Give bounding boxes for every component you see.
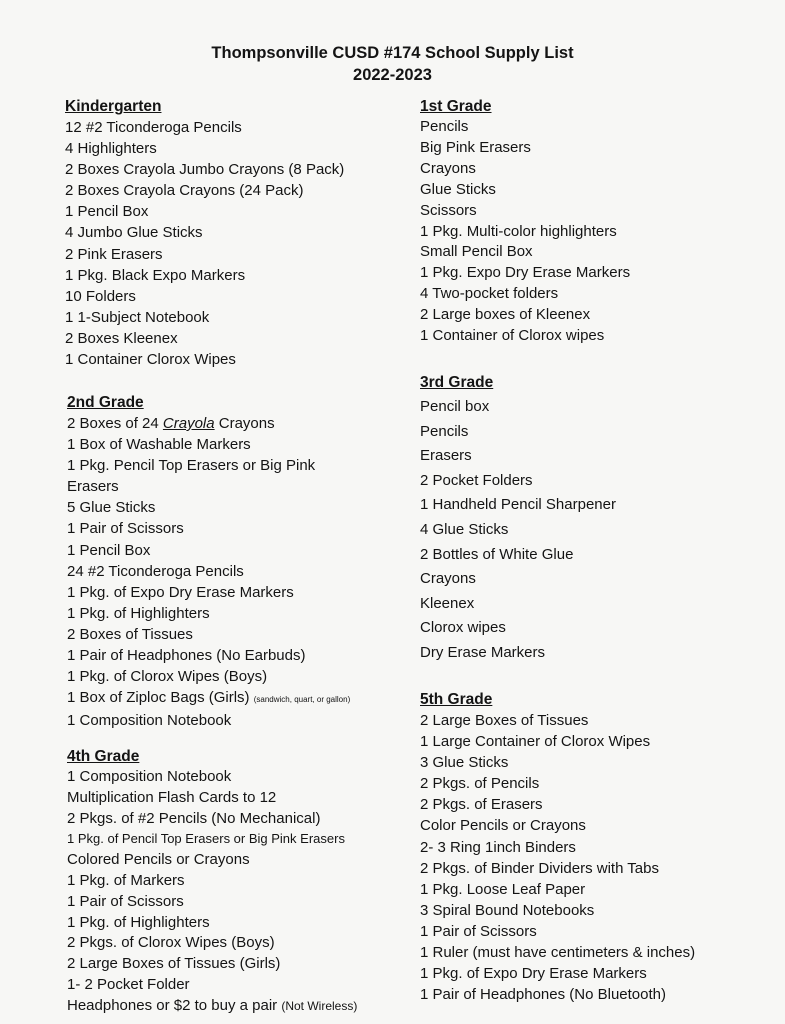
grade5-section (420, 689, 780, 1005)
grade4-list (67, 767, 427, 1017)
list-item: 1 Handheld Pencil Sharpener (420, 496, 616, 514)
list-item: Dry Erase Markers (420, 643, 546, 661)
list-item: 2- 3 Ring 1inch Binders (420, 838, 576, 856)
list-item: 1 Pkg. of Expo Dry Erase Markers (67, 583, 294, 601)
list-item: 1 Pair of Scissors (67, 520, 184, 538)
list-item: 1 Pkg. of Highlighters (67, 604, 210, 622)
school-year: 2022-2023 (353, 66, 432, 84)
list-item: 2 Bottles of White Glue (420, 545, 574, 563)
list-item: 1 Pkg. of Highlighters (67, 913, 210, 931)
grade2-section (67, 392, 427, 731)
crayola-brand-text: Crayola (162, 415, 215, 432)
list-item: 10 Folders (65, 287, 136, 305)
ziploc-size-note: (sandwich, quart, or gallon) (253, 695, 351, 705)
list-item: Erasers (420, 447, 472, 465)
list-item: Colored Pencils or Crayons (67, 851, 250, 869)
grade1-section (420, 96, 780, 347)
list-item: 2 Large Boxes of Tissues (420, 712, 589, 729)
list-item: 2 Pkgs. of Erasers (420, 796, 543, 814)
list-item: 3 Spiral Bound Notebooks (420, 901, 595, 919)
list-item: 5 Glue Sticks (67, 499, 156, 517)
list-item: Pencils (420, 118, 469, 135)
grade3-heading: 3rd Grade (420, 374, 494, 391)
kindergarten-heading: Kindergarten (65, 98, 162, 115)
list-item: 1 Pkg. Expo Dry Erase Markers (420, 264, 631, 282)
list-item: 2 Boxes of Tissues (67, 625, 193, 643)
list-item: Pencil box (420, 398, 490, 415)
list-item: 1 Composition Notebook (67, 712, 232, 730)
list-item: 12 #2 Ticonderoga Pencils (65, 119, 242, 136)
grade2-heading: 2nd Grade (67, 394, 144, 411)
list-item: 1 Pkg. Loose Leaf Paper (420, 880, 586, 898)
list-item: Clorox wipes (420, 619, 506, 637)
list-item: 1 Pair of Scissors (67, 892, 184, 910)
list-item: 1 Pkg. of Pencil Top Erasers or Big Pink Erasers (67, 831, 345, 847)
list-item: 1 Pkg. Black Expo Markers (65, 266, 246, 284)
list-item: Small Pencil Box (420, 243, 533, 261)
list-item: 2 Large boxes of Kleenex (420, 306, 591, 324)
grade5-heading: 5th Grade (420, 691, 493, 708)
list-item: Big Pink Erasers (420, 138, 531, 156)
list-item: 1 Pkg. of Markers (67, 871, 185, 889)
list-item: 4 Jumbo Glue Sticks (65, 224, 203, 242)
list-item: 1 1-Subject Notebook (65, 308, 210, 326)
list-item: Multiplication Flash Cards to 12 (67, 788, 277, 806)
list-item: Color Pencils or Crayons (420, 817, 586, 835)
list-item: 2 Boxes of 24 Crayola Crayons (67, 415, 275, 432)
grade1-heading: 1st Grade (420, 98, 492, 115)
grade3-list (420, 395, 780, 666)
list-item: 1 Pair of Headphones (No Earbuds) (67, 647, 306, 665)
list-item: 2 Boxes Kleenex (65, 329, 178, 347)
list-item: Scissors (420, 201, 477, 219)
list-item: 1- 2 Pocket Folder (67, 975, 190, 993)
list-item: 2 Pocket Folders (420, 471, 533, 489)
list-item: 1 Box of Ziploc Bags (Girls) (sandwich, quart, or gallon) (67, 689, 351, 707)
list-item: 24 #2 Ticonderoga Pencils (67, 562, 244, 580)
kindergarten-list (65, 117, 425, 370)
list-item: 1 Ruler (must have centimeters & inches) (420, 944, 696, 962)
list-item: 2 Boxes Crayola Crayons (24 Pack) (65, 182, 304, 200)
list-item: 3 Glue Sticks (420, 754, 509, 772)
list-item: 1 Pair of Headphones (No Bluetooth) (420, 986, 666, 1004)
list-item: 1 Pkg. of Clorox Wipes (Boys) (67, 668, 268, 686)
list-item: 1 Pkg. of Expo Dry Erase Markers (420, 965, 647, 983)
list-item: 1 Pencil Box (65, 203, 149, 221)
list-item: 2 Pkgs. of Binder Dividers with Tabs (420, 859, 659, 877)
list-item: Erasers (67, 478, 119, 496)
grade3-section (420, 372, 780, 666)
list-item: Pencils (420, 422, 469, 440)
grade5-list (420, 710, 780, 1005)
list-item: 4 Two-pocket folders (420, 285, 559, 303)
list-item: Crayons (420, 159, 476, 177)
list-item: Glue Sticks (420, 180, 496, 198)
list-item: Headphones or $2 to buy a pair (Not Wireless) (67, 996, 358, 1014)
list-item: 2 Pink Erasers (65, 245, 163, 263)
grade1-list (420, 117, 780, 347)
list-item: 4 Highlighters (65, 140, 157, 158)
list-item: 1 Pkg. Pencil Top Erasers or Big Pink (67, 457, 316, 475)
list-item: 1 Large Container of Clorox Wipes (420, 733, 651, 751)
list-item: 2 Pkgs. of Pencils (420, 775, 540, 793)
list-item: 1 Box of Washable Markers (67, 436, 251, 454)
list-item: 1 Container of Clorox wipes (420, 327, 605, 345)
grade4-section (67, 746, 427, 1017)
list-item: Kleenex (420, 594, 475, 612)
list-item: 1 Pkg. Multi-color highlighters (420, 222, 617, 240)
list-item: 1 Composition Notebook (67, 768, 232, 785)
grade2-list (67, 413, 427, 731)
list-item: 4 Glue Sticks (420, 520, 509, 538)
list-item: 1 Pair of Scissors (420, 922, 537, 940)
list-item: 1 Pencil Box (67, 541, 151, 559)
document-title: Thompsonville CUSD #174 School Supply List (211, 44, 574, 62)
list-item: 1 Container Clorox Wipes (65, 351, 236, 369)
kindergarten-section (65, 96, 425, 370)
list-item: Crayons (420, 570, 476, 588)
headphones-note: (Not Wireless) (281, 998, 358, 1013)
list-item: 2 Pkgs. of Clorox Wipes (Boys) (67, 934, 275, 952)
list-item: 2 Boxes Crayola Jumbo Crayons (8 Pack) (65, 161, 345, 179)
list-item: 2 Large Boxes of Tissues (Girls) (67, 955, 281, 973)
list-item: 2 Pkgs. of #2 Pencils (No Mechanical) (67, 809, 321, 827)
grade4-heading: 4th Grade (67, 748, 140, 765)
